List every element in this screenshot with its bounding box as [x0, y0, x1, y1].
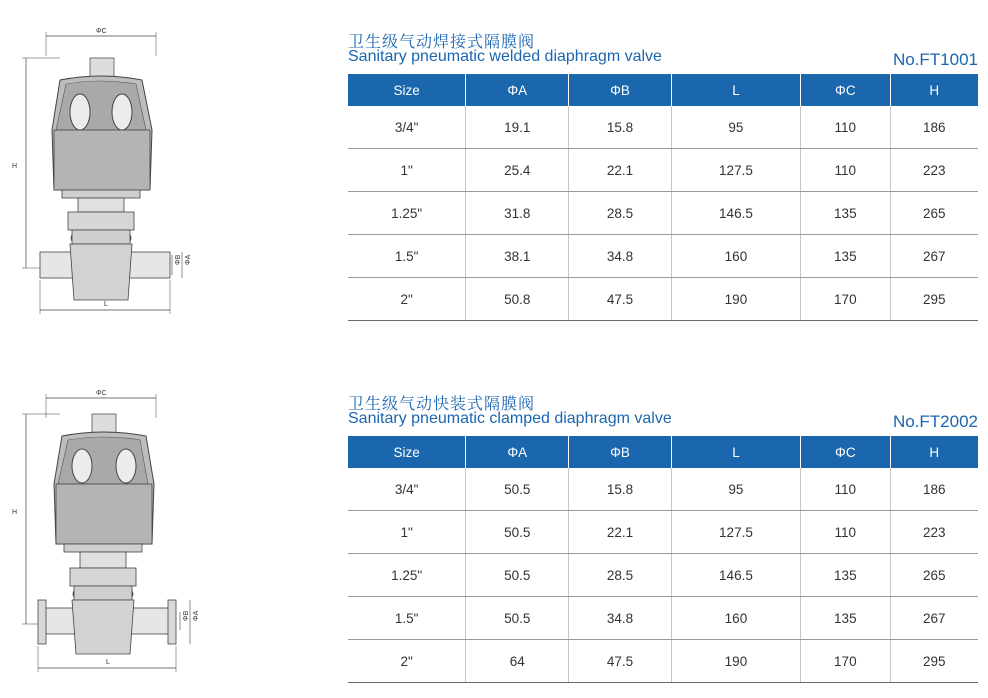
cell-h: 186: [890, 106, 978, 149]
header-phi-a: ΦA: [466, 74, 569, 106]
header-phi-c: ΦC: [801, 436, 891, 468]
l-label: L: [104, 301, 108, 308]
model-number: No.FT2002: [892, 412, 978, 431]
cell-phi-a: 31.8: [466, 192, 569, 235]
cell-phi-a: 50.5: [466, 511, 569, 554]
clamped-valve-section: [0, 362, 988, 698]
cell-size: 2": [348, 640, 466, 683]
cell-l: 127.5: [671, 511, 800, 554]
cell-phi-a: 50.5: [466, 554, 569, 597]
cell-h: 186: [890, 468, 978, 511]
table-row: [348, 192, 978, 235]
cell-l: 95: [671, 468, 800, 511]
table-row: [348, 106, 978, 149]
cell-phi-a: 50.5: [466, 468, 569, 511]
section-title-en: Sanitary pneumatic welded diaphragm valve: [348, 48, 662, 65]
header-h: H: [890, 74, 978, 106]
cell-phi-a: 50.8: [466, 278, 569, 321]
cell-phi-c: 170: [801, 278, 891, 321]
cell-size: 2": [348, 278, 466, 321]
cell-phi-a: 19.1: [466, 106, 569, 149]
section-title-cn: 卫生级气动快装式隔膜阀: [348, 394, 536, 413]
header-phi-c: ΦC: [801, 74, 891, 106]
cell-l: 127.5: [671, 149, 800, 192]
header-h: H: [890, 436, 978, 468]
header-phi-b: ΦB: [569, 74, 672, 106]
spec-table: [348, 436, 978, 683]
cell-phi-b: 15.8: [569, 468, 672, 511]
spec-table: [348, 74, 978, 321]
welded-valve-section: [0, 0, 988, 340]
cell-phi-a: 25.4: [466, 149, 569, 192]
cell-l: 160: [671, 597, 800, 640]
h-label: H: [12, 509, 18, 516]
l-label: L: [106, 659, 110, 666]
cell-size: 1": [348, 149, 466, 192]
cell-size: 1": [348, 511, 466, 554]
phi-a-label: ΦA: [193, 610, 200, 621]
cell-phi-c: 135: [801, 597, 891, 640]
phi-c-label: ΦC: [96, 390, 107, 397]
cell-phi-a: 38.1: [466, 235, 569, 278]
cell-l: 160: [671, 235, 800, 278]
cell-phi-b: 22.1: [569, 149, 672, 192]
phi-b-label: ΦB: [175, 254, 182, 265]
cell-phi-b: 47.5: [569, 640, 672, 683]
cell-phi-c: 110: [801, 511, 891, 554]
cell-size: 3/4": [348, 468, 466, 511]
cell-size: 3/4": [348, 106, 466, 149]
model-number: No.FT1001: [892, 50, 978, 69]
cell-l: 190: [671, 640, 800, 683]
cell-phi-c: 110: [801, 149, 891, 192]
h-label: H: [12, 163, 18, 170]
cell-l: 146.5: [671, 554, 800, 597]
cell-phi-c: 135: [801, 235, 891, 278]
cell-phi-b: 34.8: [569, 235, 672, 278]
phi-b-label: ΦB: [183, 610, 190, 621]
cell-h: 265: [890, 192, 978, 235]
header-size: Size: [348, 436, 466, 468]
section-title-en: Sanitary pneumatic clamped diaphragm valve: [348, 410, 672, 427]
cell-size: 1.5": [348, 235, 466, 278]
cell-size: 1.5": [348, 597, 466, 640]
cell-h: 295: [890, 278, 978, 321]
section-title-cn: 卫生级气动焊接式隔膜阀: [348, 32, 536, 51]
cell-phi-b: 28.5: [569, 554, 672, 597]
table-row: [348, 640, 978, 683]
cell-l: 190: [671, 278, 800, 321]
cell-l: 95: [671, 106, 800, 149]
table-header-row: [348, 74, 978, 106]
cell-phi-c: 135: [801, 192, 891, 235]
cell-phi-b: 15.8: [569, 106, 672, 149]
header-phi-b: ΦB: [569, 436, 672, 468]
cell-phi-a: 64: [466, 640, 569, 683]
table-row: [348, 554, 978, 597]
cell-size: 1.25": [348, 192, 466, 235]
cell-h: 265: [890, 554, 978, 597]
cell-h: 267: [890, 597, 978, 640]
table-row: [348, 468, 978, 511]
cell-l: 146.5: [671, 192, 800, 235]
cell-phi-c: 110: [801, 468, 891, 511]
header-l: L: [671, 74, 800, 106]
cell-phi-c: 135: [801, 554, 891, 597]
cell-phi-c: 170: [801, 640, 891, 683]
table-row: [348, 597, 978, 640]
table-row: [348, 278, 978, 321]
header-l: L: [671, 436, 800, 468]
cell-h: 223: [890, 511, 978, 554]
cell-phi-b: 47.5: [569, 278, 672, 321]
phi-a-label: ΦA: [185, 254, 192, 265]
cell-size: 1.25": [348, 554, 466, 597]
header-phi-a: ΦA: [466, 436, 569, 468]
cell-phi-a: 50.5: [466, 597, 569, 640]
cell-phi-b: 34.8: [569, 597, 672, 640]
cell-h: 267: [890, 235, 978, 278]
table-row: [348, 235, 978, 278]
header-size: Size: [348, 74, 466, 106]
table-row: [348, 511, 978, 554]
clamped-valve-drawing: [0, 362, 200, 682]
cell-phi-b: 22.1: [569, 511, 672, 554]
cell-phi-c: 110: [801, 106, 891, 149]
table-header-row: [348, 436, 978, 468]
cell-h: 223: [890, 149, 978, 192]
welded-valve-drawing: [0, 0, 200, 320]
cell-phi-b: 28.5: [569, 192, 672, 235]
phi-c-label: ΦC: [96, 28, 107, 35]
cell-h: 295: [890, 640, 978, 683]
table-row: [348, 149, 978, 192]
